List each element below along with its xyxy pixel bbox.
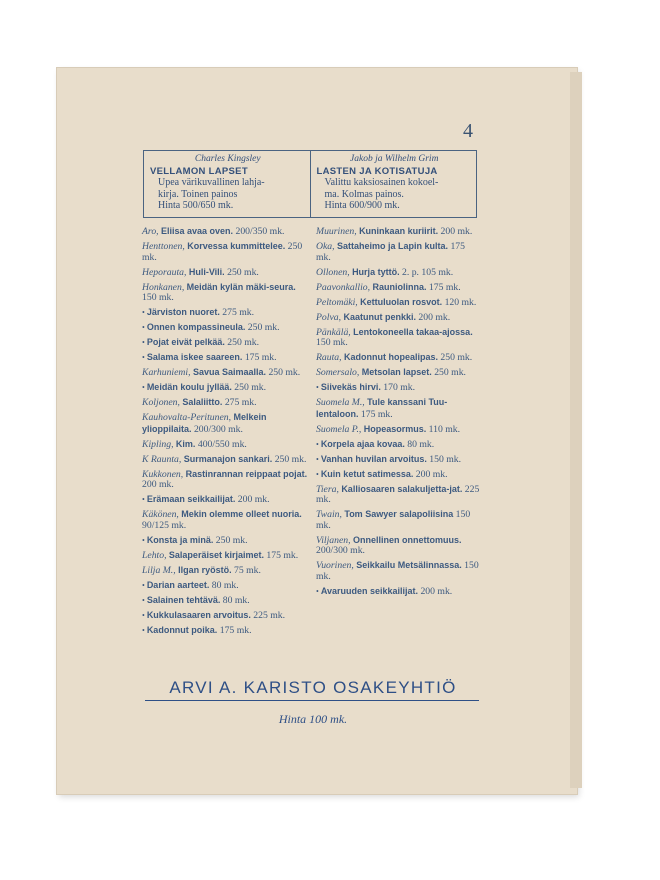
book-entry <box>142 550 308 562</box>
book-price: 120 mk. <box>444 296 477 308</box>
book-entry <box>316 267 480 279</box>
book-title: Pojat eivät pelkää. <box>146 337 225 348</box>
book-title: Kim. <box>175 438 196 449</box>
book-title: Kalliosaaren salakuljetta-jat. <box>341 483 463 494</box>
book-price: 175 mk. <box>360 408 393 420</box>
book-entry <box>142 565 308 577</box>
book-author: Viljanen, <box>316 534 351 546</box>
book-entry <box>316 282 480 294</box>
book-title: Lentokoneella takaa-ajossa. <box>353 326 473 337</box>
book-price: 80 mk. <box>407 438 435 450</box>
book-entry <box>316 241 480 263</box>
book-title: Ilgan ryöstö. <box>178 564 232 575</box>
book-entry <box>316 312 480 324</box>
featured-author: Jakob ja Wilhelm Grim <box>350 154 439 164</box>
book-title: Seikkailu Metsälinnassa. <box>356 560 462 571</box>
book-entry <box>142 226 308 238</box>
book-author: Lilja M., <box>142 564 176 576</box>
book-title: Kadonnut poika. <box>146 624 218 635</box>
book-title: Tom Sawyer salapoliisina <box>344 509 454 520</box>
book-title: Onnellinen onnettomuus. <box>352 534 462 545</box>
book-entry <box>316 439 480 451</box>
book-price: 110 mk. <box>428 423 461 435</box>
book-price: 200 mk. <box>418 311 451 323</box>
book-price: 275 mk. <box>224 397 257 409</box>
book-title: Meidän kylän mäki-seura. <box>186 281 296 292</box>
book-price: 80 mk. <box>211 579 239 591</box>
book-entry <box>316 424 480 436</box>
book-entry <box>316 454 480 466</box>
book-title: Salaperäiset kirjaimet. <box>168 549 264 560</box>
book-author: Suomela M., <box>316 397 365 409</box>
book-spine-edge <box>570 72 582 788</box>
book-author: Kukkonen, <box>142 468 184 480</box>
book-entry <box>316 397 480 420</box>
book-list-right-column <box>316 226 480 601</box>
book-price: 200/300 mk. <box>316 545 365 557</box>
book-entry <box>142 352 308 364</box>
book-title: Kukkulasaaren arvoitus. <box>146 609 251 620</box>
featured-title: VELLAMON LAPSET <box>150 165 248 177</box>
book-title: Siivekäs hirvi. <box>320 382 381 393</box>
featured-description <box>150 177 306 212</box>
book-price: 275 mk. <box>222 307 255 319</box>
description-line: Valittu kaksiosainen kokoel- <box>324 177 439 188</box>
book-entry <box>142 397 308 409</box>
book-author: Suomela P., <box>316 423 362 435</box>
book-title: Hurja tyttö. <box>352 266 400 277</box>
book-entry <box>142 494 308 506</box>
book-author: Peltomäki, <box>316 296 358 308</box>
book-price: 250 mk. <box>234 382 267 394</box>
book-entry <box>142 412 308 435</box>
book-entry <box>316 382 480 394</box>
book-title: Hopeasormus. <box>363 423 427 434</box>
book-title: Rauniolinna. <box>372 281 427 292</box>
description-line: kirja. Toinen painos <box>158 188 238 200</box>
book-title: Kettuluolan rosvot. <box>360 296 443 307</box>
book-author: Polva, <box>316 311 342 323</box>
book-price: 200 mk. <box>237 494 270 506</box>
book-author: Henttonen, <box>142 240 185 252</box>
featured-book-1 <box>144 151 310 217</box>
book-entry <box>316 484 480 506</box>
book-title: Savua Saimaalla. <box>192 367 267 378</box>
book-author: Ollonen, <box>316 266 350 278</box>
book-author: Heporauta, <box>142 266 187 278</box>
book-title: Mekin olemme olleet nuoria. <box>181 509 302 520</box>
book-price: 150 mk. <box>316 337 348 349</box>
book-entry <box>142 595 308 607</box>
book-author: Aro, <box>142 226 159 237</box>
book-entry <box>316 327 480 349</box>
book-price: 80 mk. <box>222 594 250 606</box>
book-author: Pänkälä, <box>316 326 351 338</box>
book-entry <box>316 352 480 364</box>
book-title: Korvessa kummittelee. <box>187 240 286 251</box>
book-price: 200/350 mk. <box>235 226 285 237</box>
book-title: Darian aarteet. <box>146 579 210 590</box>
book-author: Karhuniemi, <box>142 367 191 379</box>
book-title: Kuin ketut satimessa. <box>320 468 414 479</box>
featured-book-2 <box>310 151 477 217</box>
description-line: Hinta 600/900 mk. <box>324 200 400 211</box>
page-number: 4 <box>463 120 473 142</box>
description-line: Upea värikuvallinen lahja- <box>158 177 265 188</box>
book-title: Kaatunut penkki. <box>343 311 416 322</box>
book-price: 90/125 mk. <box>142 519 187 531</box>
book-author: Somersalo, <box>316 367 360 379</box>
book-price: 175 mk. <box>244 352 277 364</box>
book-price: 175 mk. <box>316 240 465 263</box>
book-price: 225 mk. <box>253 609 286 621</box>
book-price: 200 mk. <box>142 479 174 491</box>
book-author: Vuorinen, <box>316 560 354 572</box>
book-entry <box>316 226 480 238</box>
book-entry <box>142 625 308 637</box>
book-price: 200 mk. <box>420 585 453 597</box>
book-author: Lehto, <box>142 549 167 561</box>
book-entry <box>316 509 480 531</box>
publisher-name: ARVI A. KARISTO OSAKEYHTIÖ <box>169 678 457 697</box>
book-price: 250 mk. <box>434 367 466 379</box>
book-author: Kipling, <box>142 438 174 450</box>
description-line: ma. Kolmas painos. <box>324 188 404 200</box>
book-entry <box>142 282 308 304</box>
book-title: Kadonnut hopealipas. <box>343 352 438 363</box>
book-price: 250 mk. <box>227 337 260 349</box>
book-title: Huli-Vili. <box>188 266 225 277</box>
book-list-left-column <box>142 226 308 640</box>
book-title: Erämaan seikkailijat. <box>146 494 236 505</box>
book-price: 150 mk. <box>142 292 174 304</box>
book-author: Rauta, <box>316 352 342 364</box>
featured-title: LASTEN JA KOTISATUJA <box>316 165 438 177</box>
book-entry <box>142 382 308 394</box>
book-title: Salama iskee saareen. <box>146 352 243 363</box>
book-entry <box>142 469 308 491</box>
book-price: Hinta 100 mk. <box>278 712 348 726</box>
book-price: 400/550 mk. <box>197 438 247 450</box>
book-price: 75 mk. <box>234 564 261 576</box>
book-author: Kauhovalta-Peritunen, <box>142 412 232 424</box>
book-title: Järviston nuoret. <box>146 307 220 318</box>
book-price: 250 mk. <box>274 453 307 465</box>
book-entry <box>142 454 308 466</box>
book-price: 150 mk. <box>316 560 479 582</box>
book-price: 150 mk. <box>429 453 462 465</box>
book-title: Sattaheimo ja Lapin kulta. <box>336 240 449 251</box>
book-entry <box>142 367 308 379</box>
book-price: 175 mk. <box>266 549 299 561</box>
book-title: Tule kanssani Tuu-lentaloon. <box>316 397 448 419</box>
book-price: 170 mk. <box>383 382 416 394</box>
book-price: 200/300 mk. <box>193 423 243 435</box>
book-title: Vanhan huvilan arvoitus. <box>320 453 427 464</box>
book-price: 150 mk. <box>316 509 471 531</box>
book-entry <box>316 560 480 582</box>
book-price: 2. p. 105 mk. <box>402 266 454 278</box>
book-entry <box>316 297 480 309</box>
book-title: Salainen tehtävä. <box>146 594 221 605</box>
book-title: Salaliitto. <box>182 397 223 408</box>
book-entry <box>142 307 308 319</box>
book-entry <box>142 439 308 451</box>
book-entry <box>316 535 480 557</box>
book-price: 250 mk. <box>247 322 280 334</box>
book-entry <box>316 586 480 598</box>
featured-author: Charles Kingsley <box>194 154 261 164</box>
book-author: Paavonkallio, <box>316 281 371 293</box>
book-entry <box>142 509 308 531</box>
book-author: K Raunta, <box>142 453 182 465</box>
book-entry <box>142 535 308 547</box>
book-price: 250 mk. <box>440 352 473 364</box>
book-entry <box>142 267 308 279</box>
book-title: Konsta ja minä. <box>146 534 214 545</box>
book-entry <box>142 610 308 622</box>
book-title: Surmanajon sankari. <box>183 453 273 464</box>
description-line: Hinta 500/650 mk. <box>158 200 234 211</box>
featured-description <box>317 177 473 212</box>
book-price: 175 mk. <box>428 281 461 293</box>
book-title: Metsolan lapset. <box>361 367 432 378</box>
book-price: 225 mk. <box>316 483 480 506</box>
book-author: Muurinen, <box>316 226 357 237</box>
book-entry <box>316 469 480 481</box>
book-title: Kuninkaan kuriirit. <box>359 226 439 236</box>
book-entry <box>142 580 308 592</box>
book-title: Eliisa avaa oven. <box>161 226 234 236</box>
book-author: Tiera, <box>316 483 339 495</box>
book-price: 250 mk. <box>268 367 301 379</box>
book-price: 175 mk. <box>219 624 252 636</box>
book-author: Twain, <box>316 509 342 521</box>
book-author: Käkönen, <box>142 509 179 521</box>
book-price: 200 mk. <box>415 468 448 480</box>
publisher-underline <box>145 700 479 701</box>
book-title: Melkein ylioppilaita. <box>142 412 267 434</box>
book-price: 250 mk. <box>142 240 303 263</box>
book-author: Honkanen, <box>142 281 185 293</box>
book-author: Oka, <box>316 240 335 252</box>
book-price: 200 mk. <box>440 226 473 237</box>
book-title: Rastinrannan reippaat pojat. <box>185 468 308 479</box>
book-entry <box>142 337 308 349</box>
book-title: Onnen kompassineula. <box>146 322 246 333</box>
book-title: Meidän koulu jyllää. <box>146 382 232 393</box>
book-price: 250 mk. <box>215 534 248 546</box>
book-price: 250 mk. <box>227 266 259 278</box>
featured-books-box <box>143 150 477 218</box>
book-title: Avaruuden seikkailijat. <box>320 585 419 596</box>
book-entry <box>316 367 480 379</box>
book-entry <box>142 322 308 334</box>
book-author: Koljonen, <box>142 397 180 409</box>
book-title: Korpela ajaa kovaa. <box>320 438 405 449</box>
book-entry <box>142 241 308 263</box>
